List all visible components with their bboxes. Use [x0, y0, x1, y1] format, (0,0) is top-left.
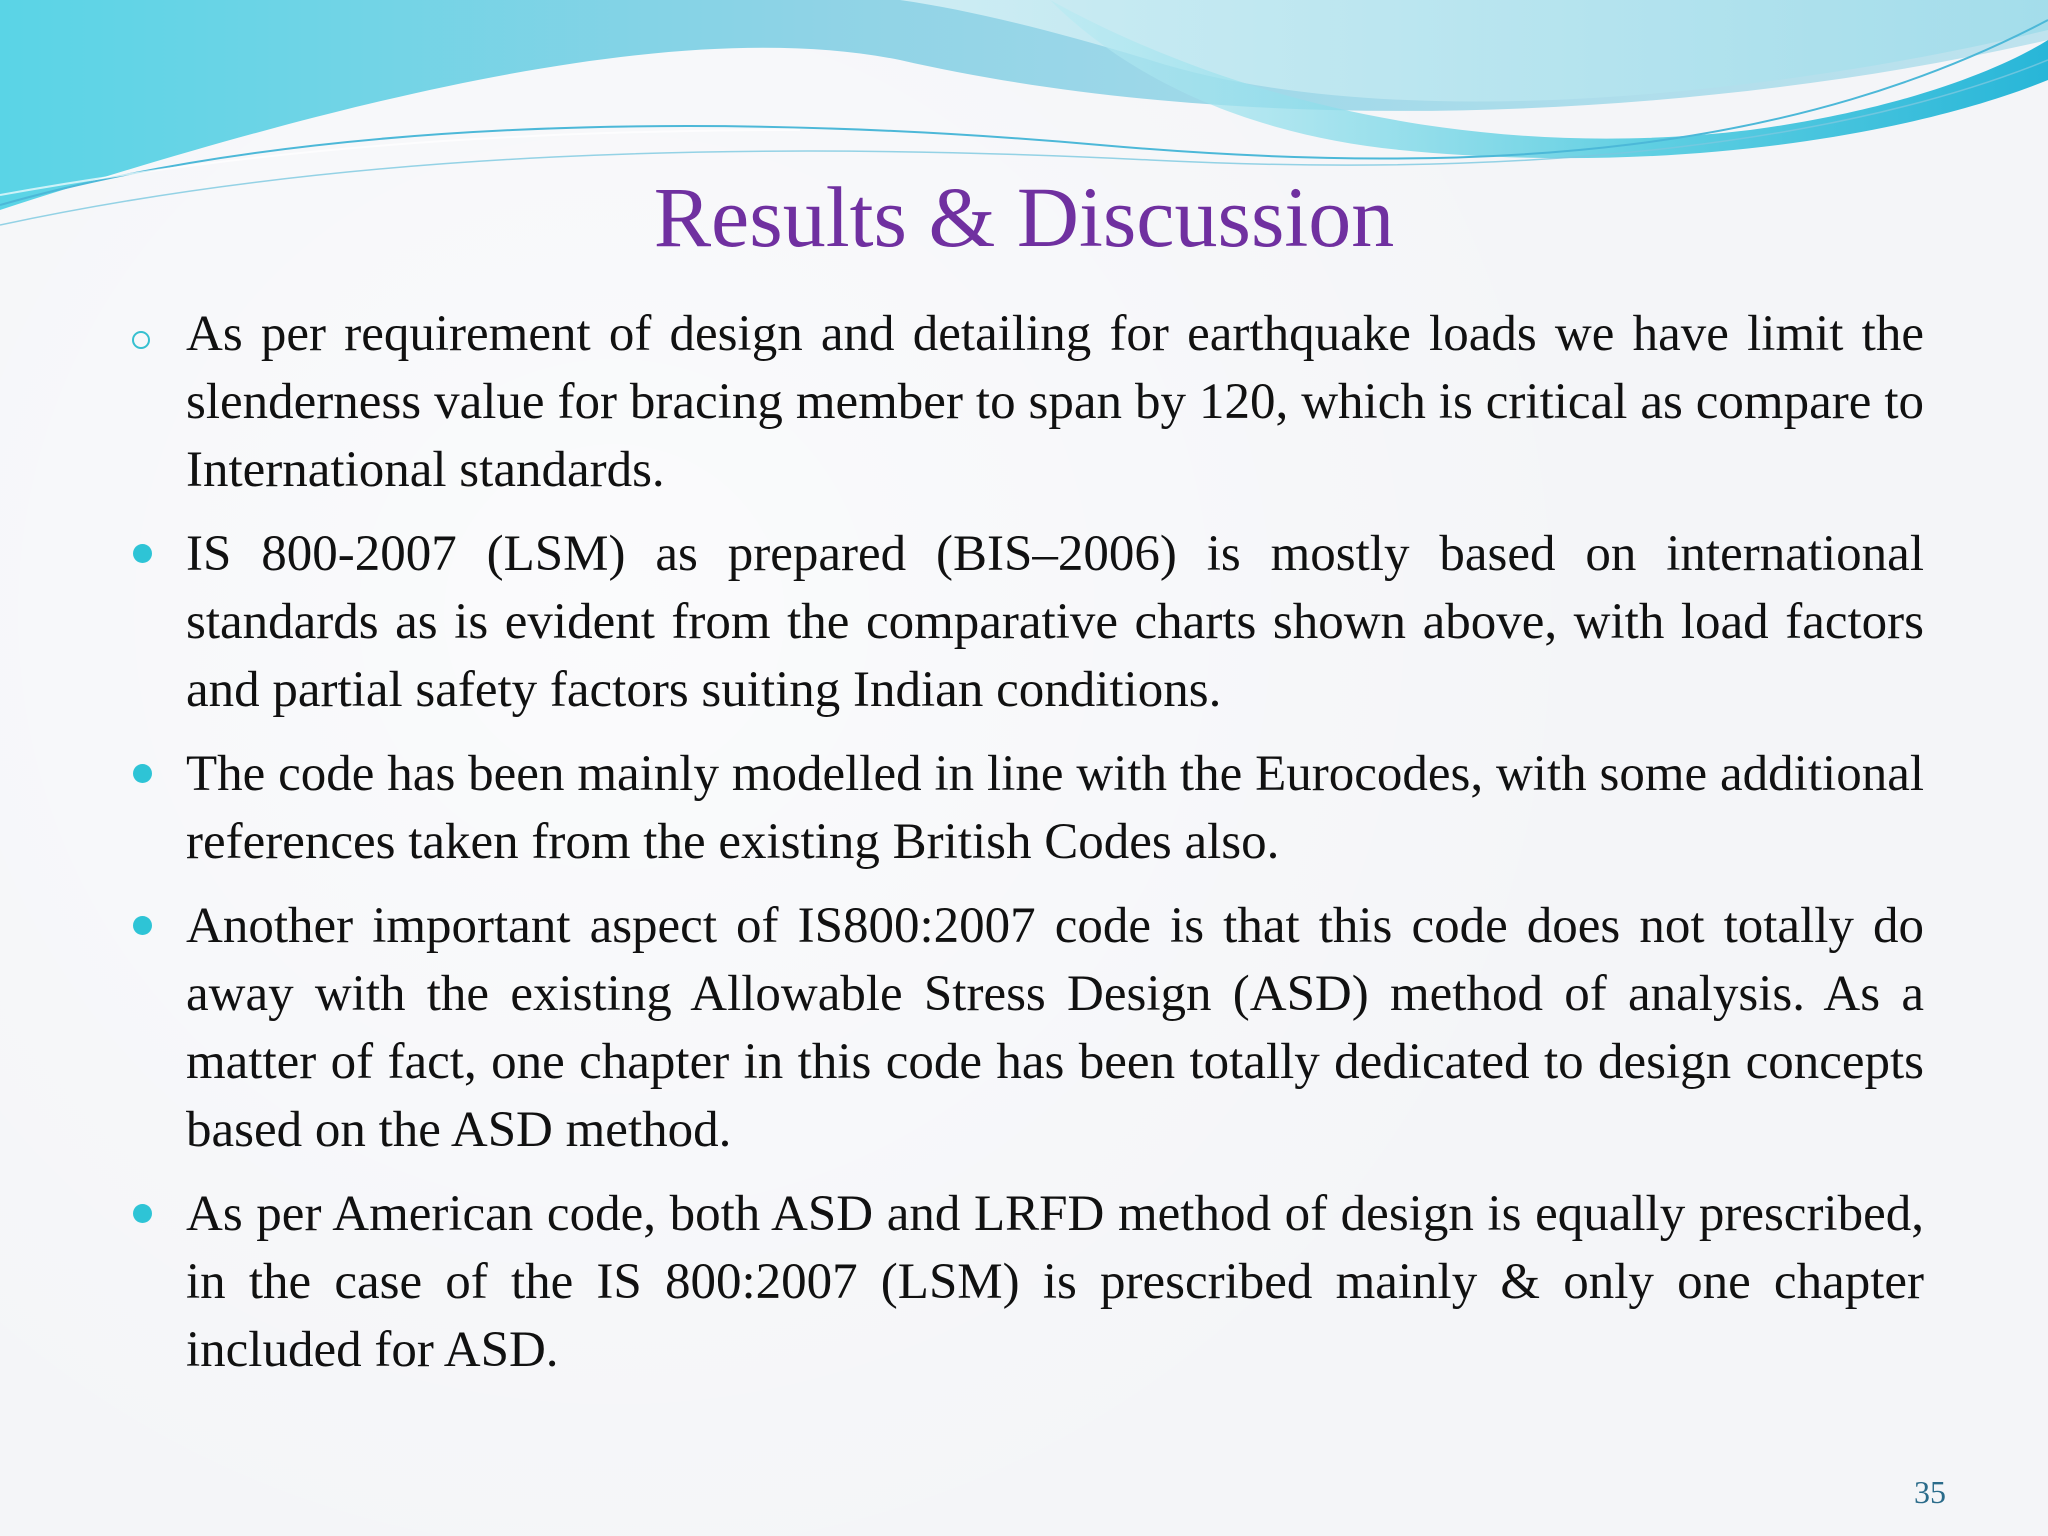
hollow-circle-icon	[128, 300, 158, 368]
slide-title: Results & Discussion	[653, 169, 1395, 265]
list-item-text: As per American code, both ASD and LRFD method of design is equally prescribed, in the case of the IS 800:2007 (LSM) is prescribed mainly & only one chapter included for ASD.	[186, 1186, 1924, 1378]
filled-circle-icon	[128, 892, 158, 960]
list-item-text: As per requirement of design and detailing for earthquake loads we have limit the slenderness value for bracing member to span by 120, which is critical as compare to International standards.	[186, 306, 1924, 498]
filled-circle-icon	[128, 520, 158, 588]
list-item	[122, 300, 1924, 504]
list-item-text: The code has been mainly modelled in line with the Eurocodes, with some additional references taken from the existing British Codes also.	[186, 746, 1924, 870]
page-number: 35	[1914, 1474, 1946, 1510]
bullet-list	[122, 300, 1924, 1400]
list-item-text: Another important aspect of IS800:2007 code is that this code does not totally do away with the existing Allowable Stress Design (ASD) method of analysis. As a matter of fact, one chapter in this code has been totally dedicated to design concepts based on the ASD method.	[186, 898, 1924, 1158]
list-item	[122, 1180, 1924, 1384]
list-item	[122, 520, 1924, 724]
list-item-text: IS 800-2007 (LSM) as prepared (BIS–2006) is mostly based on international standards as is evident from the comparative charts shown above, with load factors and partial safety factors suiting Indian conditions.	[186, 526, 1924, 718]
list-item	[122, 892, 1924, 1164]
filled-circle-icon	[128, 740, 158, 808]
list-item	[122, 740, 1924, 876]
filled-circle-icon	[128, 1180, 158, 1248]
